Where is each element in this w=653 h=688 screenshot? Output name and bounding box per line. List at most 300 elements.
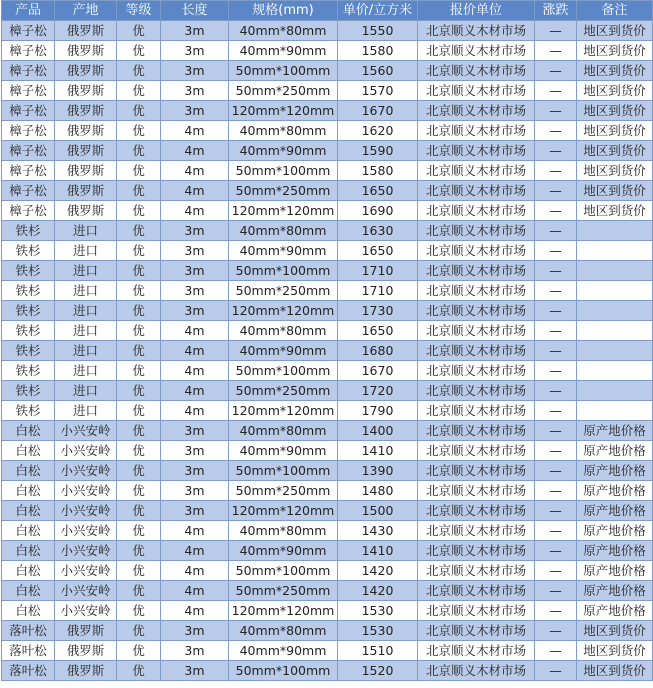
table-row — [2, 41, 653, 61]
cell-length: 3m — [161, 261, 229, 281]
cell-length: 3m — [161, 421, 229, 441]
cell-origin: 进口 — [55, 301, 117, 321]
cell-unit-price: 1630 — [338, 221, 418, 241]
cell-origin: 俄罗斯 — [55, 41, 117, 61]
cell-unit-price: 1510 — [338, 641, 418, 661]
cell-product: 铁杉 — [2, 321, 55, 341]
cell-change: — — [535, 661, 577, 681]
cell-length: 4m — [161, 541, 229, 561]
cell-grade: 优 — [117, 361, 161, 381]
cell-spec: 40mm*80mm — [229, 621, 338, 641]
cell-unit-price: 1410 — [338, 441, 418, 461]
cell-length: 4m — [161, 161, 229, 181]
cell-origin: 小兴安岭 — [55, 601, 117, 621]
cell-grade: 优 — [117, 401, 161, 421]
cell-origin: 进口 — [55, 361, 117, 381]
cell-remark: 原产地价格 — [577, 541, 653, 561]
cell-length: 4m — [161, 121, 229, 141]
cell-unit-price: 1790 — [338, 401, 418, 421]
cell-unit-price: 1420 — [338, 581, 418, 601]
cell-origin: 俄罗斯 — [55, 121, 117, 141]
table-row — [2, 321, 653, 341]
cell-remark — [577, 241, 653, 261]
cell-product: 樟子松 — [2, 101, 55, 121]
cell-product: 白松 — [2, 461, 55, 481]
cell-product: 樟子松 — [2, 21, 55, 41]
cell-origin: 进口 — [55, 401, 117, 421]
cell-change: — — [535, 181, 577, 201]
cell-spec: 50mm*100mm — [229, 361, 338, 381]
cell-spec: 120mm*120mm — [229, 601, 338, 621]
cell-quote-source: 北京顺义木材市场 — [418, 621, 535, 641]
cell-change: — — [535, 321, 577, 341]
cell-grade: 优 — [117, 381, 161, 401]
table-row — [2, 501, 653, 521]
table-row — [2, 141, 653, 161]
cell-product: 樟子松 — [2, 181, 55, 201]
cell-change: — — [535, 421, 577, 441]
cell-quote-source: 北京顺义木材市场 — [418, 281, 535, 301]
cell-origin: 小兴安岭 — [55, 521, 117, 541]
cell-length: 4m — [161, 401, 229, 421]
cell-remark — [577, 301, 653, 321]
cell-origin: 小兴安岭 — [55, 421, 117, 441]
cell-product: 白松 — [2, 561, 55, 581]
cell-product: 樟子松 — [2, 141, 55, 161]
cell-origin: 进口 — [55, 321, 117, 341]
cell-product: 铁杉 — [2, 261, 55, 281]
table-row — [2, 161, 653, 181]
cell-change: — — [535, 561, 577, 581]
cell-origin: 俄罗斯 — [55, 661, 117, 681]
cell-product: 白松 — [2, 541, 55, 561]
cell-unit-price: 1520 — [338, 661, 418, 681]
cell-origin: 俄罗斯 — [55, 61, 117, 81]
cell-product: 白松 — [2, 421, 55, 441]
table-row — [2, 581, 653, 601]
cell-remark: 地区到货价 — [577, 41, 653, 61]
cell-product: 落叶松 — [2, 661, 55, 681]
cell-product: 樟子松 — [2, 161, 55, 181]
cell-spec: 40mm*80mm — [229, 521, 338, 541]
cell-remark — [577, 221, 653, 241]
table-row — [2, 481, 653, 501]
cell-unit-price: 1590 — [338, 141, 418, 161]
cell-quote-source: 北京顺义木材市场 — [418, 441, 535, 461]
cell-origin: 俄罗斯 — [55, 161, 117, 181]
table-row — [2, 621, 653, 641]
cell-spec: 40mm*90mm — [229, 241, 338, 261]
cell-length: 4m — [161, 201, 229, 221]
cell-remark: 地区到货价 — [577, 121, 653, 141]
cell-unit-price: 1430 — [338, 521, 418, 541]
header-spec: 规格(mm) — [229, 1, 338, 21]
cell-quote-source: 北京顺义木材市场 — [418, 221, 535, 241]
cell-origin: 俄罗斯 — [55, 141, 117, 161]
header-origin: 产地 — [55, 1, 117, 21]
cell-length: 4m — [161, 321, 229, 341]
cell-product: 落叶松 — [2, 641, 55, 661]
cell-unit-price: 1500 — [338, 501, 418, 521]
cell-origin: 小兴安岭 — [55, 441, 117, 461]
cell-origin: 进口 — [55, 341, 117, 361]
table-header-row — [2, 1, 653, 21]
cell-spec: 50mm*250mm — [229, 281, 338, 301]
cell-grade: 优 — [117, 161, 161, 181]
cell-spec: 40mm*90mm — [229, 441, 338, 461]
cell-length: 4m — [161, 141, 229, 161]
cell-grade: 优 — [117, 21, 161, 41]
cell-spec: 120mm*120mm — [229, 501, 338, 521]
cell-origin: 小兴安岭 — [55, 581, 117, 601]
cell-length: 3m — [161, 41, 229, 61]
cell-length: 3m — [161, 621, 229, 641]
cell-change: — — [535, 481, 577, 501]
table-row — [2, 241, 653, 261]
cell-unit-price: 1650 — [338, 321, 418, 341]
cell-grade: 优 — [117, 481, 161, 501]
cell-remark: 地区到货价 — [577, 641, 653, 661]
cell-grade: 优 — [117, 301, 161, 321]
cell-quote-source: 北京顺义木材市场 — [418, 41, 535, 61]
table-row — [2, 361, 653, 381]
cell-change: — — [535, 301, 577, 321]
table-row — [2, 421, 653, 441]
cell-product: 铁杉 — [2, 401, 55, 421]
cell-quote-source: 北京顺义木材市场 — [418, 81, 535, 101]
cell-grade: 优 — [117, 181, 161, 201]
cell-length: 3m — [161, 61, 229, 81]
cell-remark — [577, 281, 653, 301]
cell-spec: 50mm*100mm — [229, 561, 338, 581]
cell-remark — [577, 321, 653, 341]
table-row — [2, 261, 653, 281]
header-length: 长度 — [161, 1, 229, 21]
cell-change: — — [535, 341, 577, 361]
cell-change: — — [535, 281, 577, 301]
cell-spec: 50mm*100mm — [229, 161, 338, 181]
cell-spec: 40mm*90mm — [229, 641, 338, 661]
cell-grade: 优 — [117, 261, 161, 281]
table-row — [2, 341, 653, 361]
cell-product: 铁杉 — [2, 381, 55, 401]
cell-length: 4m — [161, 361, 229, 381]
cell-quote-source: 北京顺义木材市场 — [418, 241, 535, 261]
cell-remark: 地区到货价 — [577, 661, 653, 681]
cell-spec: 40mm*80mm — [229, 321, 338, 341]
cell-grade: 优 — [117, 341, 161, 361]
cell-change: — — [535, 381, 577, 401]
cell-spec: 50mm*250mm — [229, 581, 338, 601]
cell-quote-source: 北京顺义木材市场 — [418, 501, 535, 521]
cell-length: 3m — [161, 461, 229, 481]
cell-origin: 进口 — [55, 281, 117, 301]
cell-change: — — [535, 641, 577, 661]
cell-spec: 40mm*80mm — [229, 421, 338, 441]
cell-quote-source: 北京顺义木材市场 — [418, 21, 535, 41]
cell-product: 白松 — [2, 441, 55, 461]
cell-origin: 俄罗斯 — [55, 641, 117, 661]
cell-origin: 俄罗斯 — [55, 21, 117, 41]
cell-quote-source: 北京顺义木材市场 — [418, 61, 535, 81]
cell-product: 铁杉 — [2, 241, 55, 261]
cell-product: 白松 — [2, 501, 55, 521]
lumber-price-table — [1, 0, 653, 681]
table-body — [2, 21, 653, 681]
cell-change: — — [535, 101, 577, 121]
cell-unit-price: 1530 — [338, 601, 418, 621]
cell-quote-source: 北京顺义木材市场 — [418, 481, 535, 501]
cell-unit-price: 1530 — [338, 621, 418, 641]
cell-unit-price: 1710 — [338, 281, 418, 301]
cell-length: 4m — [161, 601, 229, 621]
cell-product: 落叶松 — [2, 621, 55, 641]
header-change: 涨跌 — [535, 1, 577, 21]
cell-quote-source: 北京顺义木材市场 — [418, 661, 535, 681]
cell-product: 铁杉 — [2, 301, 55, 321]
table-row — [2, 381, 653, 401]
cell-length: 3m — [161, 241, 229, 261]
cell-change: — — [535, 21, 577, 41]
cell-remark — [577, 341, 653, 361]
cell-length: 4m — [161, 561, 229, 581]
cell-product: 铁杉 — [2, 341, 55, 361]
cell-unit-price: 1670 — [338, 101, 418, 121]
cell-change: — — [535, 601, 577, 621]
cell-spec: 40mm*90mm — [229, 141, 338, 161]
cell-remark: 原产地价格 — [577, 441, 653, 461]
cell-quote-source: 北京顺义木材市场 — [418, 101, 535, 121]
cell-origin: 俄罗斯 — [55, 81, 117, 101]
cell-length: 3m — [161, 221, 229, 241]
cell-grade: 优 — [117, 81, 161, 101]
cell-change: — — [535, 541, 577, 561]
cell-remark: 原产地价格 — [577, 581, 653, 601]
cell-quote-source: 北京顺义木材市场 — [418, 321, 535, 341]
table-row — [2, 81, 653, 101]
cell-grade: 优 — [117, 441, 161, 461]
cell-remark: 地区到货价 — [577, 141, 653, 161]
cell-remark: 原产地价格 — [577, 481, 653, 501]
cell-unit-price: 1690 — [338, 201, 418, 221]
cell-product: 铁杉 — [2, 221, 55, 241]
cell-product: 白松 — [2, 481, 55, 501]
cell-change: — — [535, 61, 577, 81]
cell-quote-source: 北京顺义木材市场 — [418, 421, 535, 441]
cell-unit-price: 1710 — [338, 261, 418, 281]
cell-change: — — [535, 221, 577, 241]
cell-change: — — [535, 141, 577, 161]
cell-unit-price: 1550 — [338, 21, 418, 41]
cell-unit-price: 1650 — [338, 241, 418, 261]
table-row — [2, 101, 653, 121]
cell-grade: 优 — [117, 101, 161, 121]
cell-grade: 优 — [117, 521, 161, 541]
cell-remark — [577, 381, 653, 401]
cell-product: 樟子松 — [2, 41, 55, 61]
cell-origin: 小兴安岭 — [55, 481, 117, 501]
table-row — [2, 521, 653, 541]
cell-spec: 120mm*120mm — [229, 301, 338, 321]
cell-spec: 50mm*250mm — [229, 381, 338, 401]
table-row — [2, 61, 653, 81]
cell-remark: 地区到货价 — [577, 81, 653, 101]
cell-remark: 原产地价格 — [577, 461, 653, 481]
table-row — [2, 401, 653, 421]
cell-origin: 俄罗斯 — [55, 181, 117, 201]
cell-length: 3m — [161, 281, 229, 301]
cell-quote-source: 北京顺义木材市场 — [418, 401, 535, 421]
cell-unit-price: 1670 — [338, 361, 418, 381]
cell-grade: 优 — [117, 121, 161, 141]
cell-grade: 优 — [117, 221, 161, 241]
table-row — [2, 541, 653, 561]
header-remark: 备注 — [577, 1, 653, 21]
cell-quote-source: 北京顺义木材市场 — [418, 361, 535, 381]
cell-length: 3m — [161, 501, 229, 521]
cell-unit-price: 1620 — [338, 121, 418, 141]
table-row — [2, 21, 653, 41]
table-row — [2, 301, 653, 321]
cell-product: 樟子松 — [2, 61, 55, 81]
cell-spec: 50mm*250mm — [229, 81, 338, 101]
cell-change: — — [535, 401, 577, 421]
cell-quote-source: 北京顺义木材市场 — [418, 121, 535, 141]
cell-product: 樟子松 — [2, 81, 55, 101]
cell-remark: 地区到货价 — [577, 61, 653, 81]
cell-unit-price: 1680 — [338, 341, 418, 361]
cell-quote-source: 北京顺义木材市场 — [418, 461, 535, 481]
cell-spec: 40mm*90mm — [229, 541, 338, 561]
cell-length: 3m — [161, 441, 229, 461]
cell-grade: 优 — [117, 141, 161, 161]
table-row — [2, 281, 653, 301]
header-product: 产品 — [2, 1, 55, 21]
cell-remark: 地区到货价 — [577, 181, 653, 201]
table-row — [2, 441, 653, 461]
cell-quote-source: 北京顺义木材市场 — [418, 541, 535, 561]
cell-origin: 进口 — [55, 261, 117, 281]
table-row — [2, 181, 653, 201]
cell-remark: 地区到货价 — [577, 161, 653, 181]
table-row — [2, 661, 653, 681]
table-row — [2, 641, 653, 661]
cell-remark: 原产地价格 — [577, 421, 653, 441]
cell-spec: 50mm*100mm — [229, 61, 338, 81]
cell-unit-price: 1580 — [338, 161, 418, 181]
cell-unit-price: 1650 — [338, 181, 418, 201]
cell-unit-price: 1730 — [338, 301, 418, 321]
cell-change: — — [535, 241, 577, 261]
cell-spec: 50mm*100mm — [229, 661, 338, 681]
cell-change: — — [535, 201, 577, 221]
cell-quote-source: 北京顺义木材市场 — [418, 641, 535, 661]
cell-remark: 原产地价格 — [577, 501, 653, 521]
cell-origin: 进口 — [55, 381, 117, 401]
cell-unit-price: 1480 — [338, 481, 418, 501]
cell-grade: 优 — [117, 281, 161, 301]
cell-length: 3m — [161, 301, 229, 321]
cell-change: — — [535, 501, 577, 521]
cell-length: 3m — [161, 641, 229, 661]
cell-change: — — [535, 121, 577, 141]
cell-product: 铁杉 — [2, 281, 55, 301]
cell-change: — — [535, 81, 577, 101]
cell-remark — [577, 361, 653, 381]
cell-unit-price: 1720 — [338, 381, 418, 401]
cell-unit-price: 1390 — [338, 461, 418, 481]
cell-length: 4m — [161, 181, 229, 201]
cell-length: 3m — [161, 21, 229, 41]
cell-quote-source: 北京顺义木材市场 — [418, 561, 535, 581]
cell-length: 3m — [161, 661, 229, 681]
cell-quote-source: 北京顺义木材市场 — [418, 141, 535, 161]
cell-change: — — [535, 441, 577, 461]
cell-spec: 50mm*100mm — [229, 261, 338, 281]
cell-origin: 俄罗斯 — [55, 201, 117, 221]
cell-origin: 小兴安岭 — [55, 561, 117, 581]
cell-change: — — [535, 521, 577, 541]
cell-grade: 优 — [117, 621, 161, 641]
cell-change: — — [535, 161, 577, 181]
cell-spec: 50mm*250mm — [229, 181, 338, 201]
cell-change: — — [535, 41, 577, 61]
cell-unit-price: 1580 — [338, 41, 418, 61]
cell-quote-source: 北京顺义木材市场 — [418, 261, 535, 281]
cell-grade: 优 — [117, 321, 161, 341]
cell-grade: 优 — [117, 201, 161, 221]
table-row — [2, 221, 653, 241]
cell-spec: 120mm*120mm — [229, 201, 338, 221]
header-grade: 等级 — [117, 1, 161, 21]
cell-grade: 优 — [117, 601, 161, 621]
header-unit-price: 单价/立方米 — [338, 1, 418, 21]
cell-origin: 俄罗斯 — [55, 101, 117, 121]
cell-origin: 小兴安岭 — [55, 461, 117, 481]
cell-quote-source: 北京顺义木材市场 — [418, 521, 535, 541]
table-row — [2, 461, 653, 481]
cell-length: 4m — [161, 581, 229, 601]
cell-grade: 优 — [117, 241, 161, 261]
cell-grade: 优 — [117, 61, 161, 81]
cell-spec: 50mm*100mm — [229, 461, 338, 481]
cell-quote-source: 北京顺义木材市场 — [418, 161, 535, 181]
cell-remark: 地区到货价 — [577, 101, 653, 121]
cell-product: 白松 — [2, 601, 55, 621]
cell-unit-price: 1410 — [338, 541, 418, 561]
cell-origin: 小兴安岭 — [55, 501, 117, 521]
cell-remark: 原产地价格 — [577, 561, 653, 581]
cell-grade: 优 — [117, 421, 161, 441]
cell-remark: 原产地价格 — [577, 601, 653, 621]
cell-change: — — [535, 261, 577, 281]
cell-spec: 120mm*120mm — [229, 401, 338, 421]
cell-product: 铁杉 — [2, 361, 55, 381]
cell-quote-source: 北京顺义木材市场 — [418, 381, 535, 401]
cell-unit-price: 1560 — [338, 61, 418, 81]
cell-grade: 优 — [117, 581, 161, 601]
cell-unit-price: 1400 — [338, 421, 418, 441]
cell-remark: 地区到货价 — [577, 201, 653, 221]
cell-origin: 进口 — [55, 241, 117, 261]
cell-grade: 优 — [117, 661, 161, 681]
cell-quote-source: 北京顺义木材市场 — [418, 601, 535, 621]
cell-grade: 优 — [117, 501, 161, 521]
cell-product: 白松 — [2, 581, 55, 601]
cell-change: — — [535, 621, 577, 641]
cell-quote-source: 北京顺义木材市场 — [418, 581, 535, 601]
cell-origin: 小兴安岭 — [55, 541, 117, 561]
